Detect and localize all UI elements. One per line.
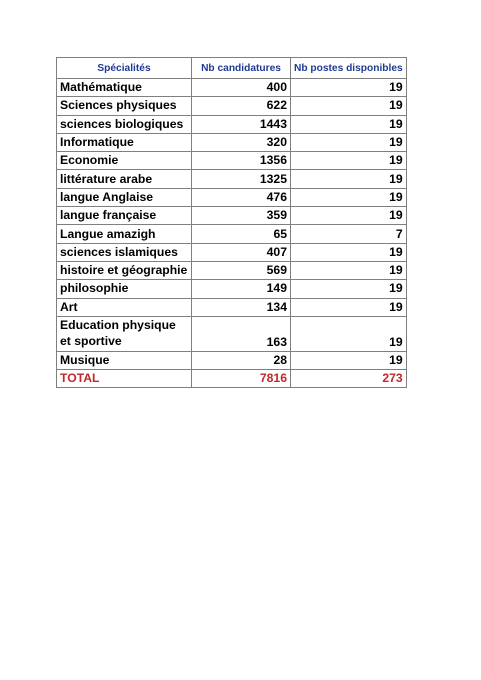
cell-candidatures: 149 [192,280,291,298]
cell-candidatures: 407 [192,243,291,261]
cell-candidatures: 476 [192,188,291,206]
cell-specialite: Art [57,298,192,316]
table-row [57,115,407,133]
table-row [57,316,407,351]
table-total-row [57,370,407,388]
cell-candidatures: 569 [192,261,291,279]
table-row [57,298,407,316]
table-row [57,261,407,279]
cell-postes: 7 [291,225,407,243]
cell-postes: 19 [291,115,407,133]
cell-candidatures: 359 [192,207,291,225]
cell-candidatures: 134 [192,298,291,316]
cell-postes: 19 [291,351,407,369]
cell-postes: 19 [291,280,407,298]
cell-candidatures: 320 [192,133,291,151]
table-row [57,152,407,170]
table-row [57,225,407,243]
table-row [57,188,407,206]
total-label: TOTAL [57,370,192,388]
cell-specialite: Economie [57,152,192,170]
header-nb-candidatures: Nb candidatures [192,58,291,79]
cell-candidatures: 28 [192,351,291,369]
total-postes: 273 [291,370,407,388]
cell-postes: 19 [291,316,407,351]
cell-postes: 19 [291,170,407,188]
header-specialites: Spécialités [57,58,192,79]
cell-candidatures: 65 [192,225,291,243]
cell-specialite: Mathématique [57,79,192,97]
cell-specialite: sciences biologiques [57,115,192,133]
table-row [57,79,407,97]
cell-specialite: littérature arabe [57,170,192,188]
cell-specialite: histoire et géographie [57,261,192,279]
cell-postes: 19 [291,152,407,170]
cell-specialite: langue française [57,207,192,225]
cell-specialite: sciences islamiques [57,243,192,261]
cell-postes: 19 [291,133,407,151]
cell-specialite: langue Anglaise [57,188,192,206]
cell-postes: 19 [291,207,407,225]
cell-specialite: philosophie [57,280,192,298]
cell-candidatures: 1356 [192,152,291,170]
table-row [57,280,407,298]
cell-specialite: Langue amazigh [57,225,192,243]
cell-specialite: Sciences physiques [57,97,192,115]
total-candidatures: 7816 [192,370,291,388]
specialites-table [56,57,407,388]
cell-postes: 19 [291,261,407,279]
cell-postes: 19 [291,243,407,261]
table-row [57,207,407,225]
cell-postes: 19 [291,97,407,115]
table-row [57,133,407,151]
cell-specialite: Informatique [57,133,192,151]
cell-candidatures: 400 [192,79,291,97]
cell-postes: 19 [291,188,407,206]
table-row [57,243,407,261]
document-page [56,57,407,388]
table-row [57,351,407,369]
table-row [57,97,407,115]
cell-postes: 19 [291,298,407,316]
cell-specialite: Education physique et sportive [57,316,192,351]
table-header-row [57,58,407,79]
cell-candidatures: 1443 [192,115,291,133]
cell-candidatures: 622 [192,97,291,115]
cell-postes: 19 [291,79,407,97]
table-row [57,170,407,188]
header-nb-postes: Nb postes disponibles [291,58,407,79]
cell-candidatures: 163 [192,316,291,351]
cell-specialite: Musique [57,351,192,369]
cell-candidatures: 1325 [192,170,291,188]
